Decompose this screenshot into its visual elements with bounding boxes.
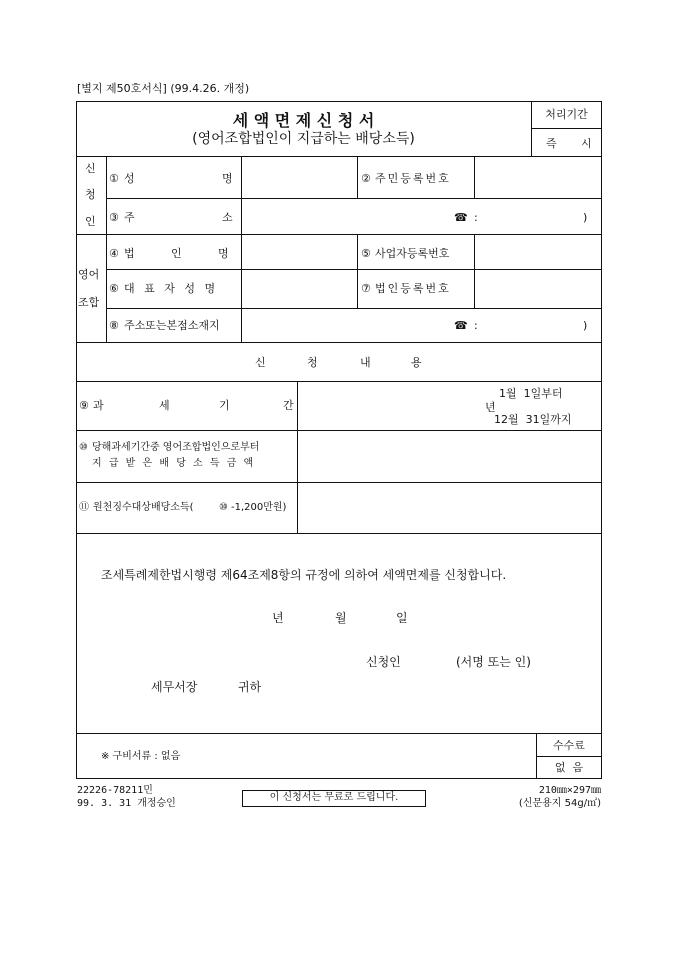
processing-period-label: 처리기간 [545,108,588,121]
resident-number-field[interactable] [476,158,600,196]
paper-size: 210㎜×297㎜ [538,785,601,796]
free-notice-box [242,790,426,807]
phone-icon: ☎ [454,319,468,332]
dividend-amount-field[interactable] [299,432,600,481]
corporation-name-field[interactable] [243,236,355,268]
form-subtitle: (영어조합법인이 지급하는 배당소득) [192,131,415,147]
year-suffix: 년 [485,401,496,414]
period-end: 12월 31일까지 [494,413,572,426]
representative-name-field[interactable] [243,271,355,307]
paper-type: (신문용지 54g/㎡) [518,798,601,809]
processing-period-value-2: 시 [581,137,592,150]
headquarters-address-field[interactable] [243,310,600,341]
declaration-statement: 조세특례제한법시행령 제64조제8항의 규정에 의하여 세액면제를 신청합니다. [101,568,507,582]
form-code: 22226-78211민 [77,785,153,796]
form-reference: [별지 제50호서식] (99.4.26. 개정) [77,82,250,95]
free-notice: 이 신청서는 무료로 드립니다. [269,792,399,803]
approval-date: 99. 3. 31 개정승인 [77,798,176,809]
tax-office-label: 세무서장 [151,680,198,694]
business-registration-field[interactable] [476,236,600,268]
corporation-registration-field[interactable] [476,271,600,307]
phone-icon: ☎ [454,211,468,224]
processing-period-value-1: 즉 [546,137,557,150]
period-start: 1월 1일부터 [499,387,563,400]
withholding-dividend-field[interactable] [299,484,600,532]
signature-seal-label: (서명 또는 인) [456,655,531,669]
address-field[interactable] [243,200,600,233]
required-documents: ※ 구비서류 : 없음 [101,751,181,762]
honorific-label: 귀하 [238,680,262,694]
fee-value: 없 음 [554,761,584,774]
fee-label: 수수료 [553,739,585,752]
name-field[interactable] [243,158,355,196]
applicant-label: 신청인 [366,655,401,669]
signature-field[interactable] [410,650,454,672]
form-title: 세 액 면 제 신 청 서 [232,111,375,130]
